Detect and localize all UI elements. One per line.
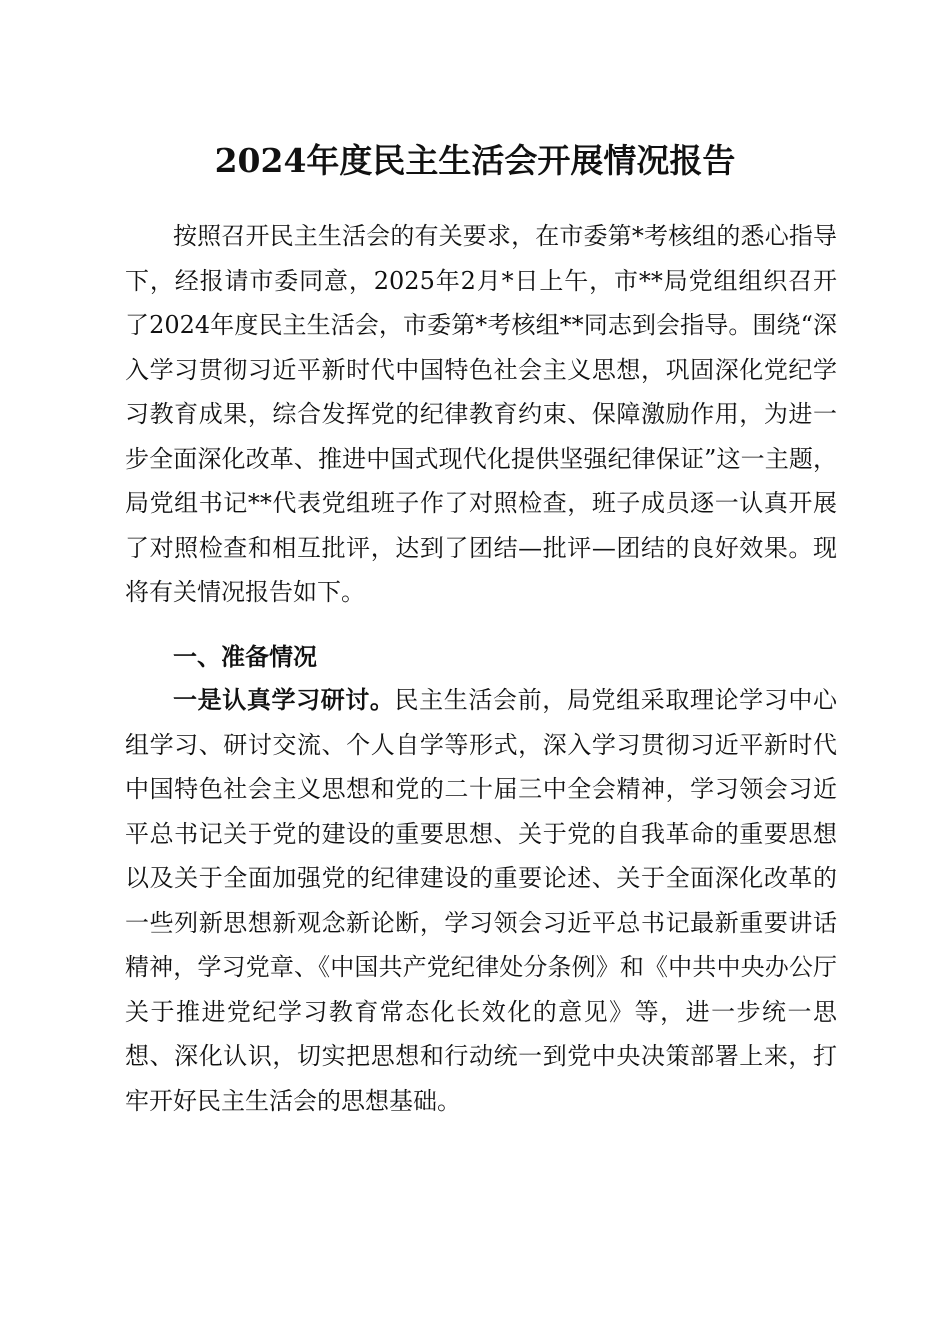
paragraph-lead-text: 一是认真学习研讨。	[173, 685, 395, 714]
intro-paragraph: 按照召开民主生活会的有关要求，在市委第*考核组的悉心指导下，经报请市委同意，2025年2月*日上午，市**局党组组织召开了2024年度民主生活会，市委第*考核组**同志到会指导。围绕“深入学习贯彻习近平新时代中国特色社会主义思想，巩固深化党纪学习教育成果，综合发挥党的纪律教育约束、保障激励作用，为进一步全面深化改革、推进中国式现代化提供坚强纪律保证”这一主题，局党组书记**代表党组班子作了对照检查，班子成员逐一认真开展了对照检查和相互批评，达到了团结—批评—团结的良好效果。现将有关情况报告如下。	[125, 222, 837, 606]
section-heading-preparation: 一、准备情况	[173, 643, 317, 671]
document-title: 2024年度民主生活会开展情况报告	[214, 141, 736, 180]
paragraph-study-discussion	[125, 678, 837, 1123]
paragraph-body-text: 民主生活会前，局党组采取理论学习中心组学习、研讨交流、个人自学等形式，深入学习贯彻习近平新时代中国特色社会主义思想和党的二十届三中全会精神，学习领会习近平总书记关于党的建设的重要思想、关于党的自我革命的重要思想以及关于全面加强党的纪律建设的重要论述、关于全面深化改革的一些列新思想新观念新论断，学习领会习近平总书记最新重要讲话精神，学习党章、《中国共产党纪律处分条例》和《中共中央办公厅关于推进党纪学习教育常态化长效化的意见》等，进一步统一思想、深化认识，切实把思想和行动统一到党中央决策部署上来，打牢开好民主生活会的思想基础。	[125, 686, 838, 1115]
